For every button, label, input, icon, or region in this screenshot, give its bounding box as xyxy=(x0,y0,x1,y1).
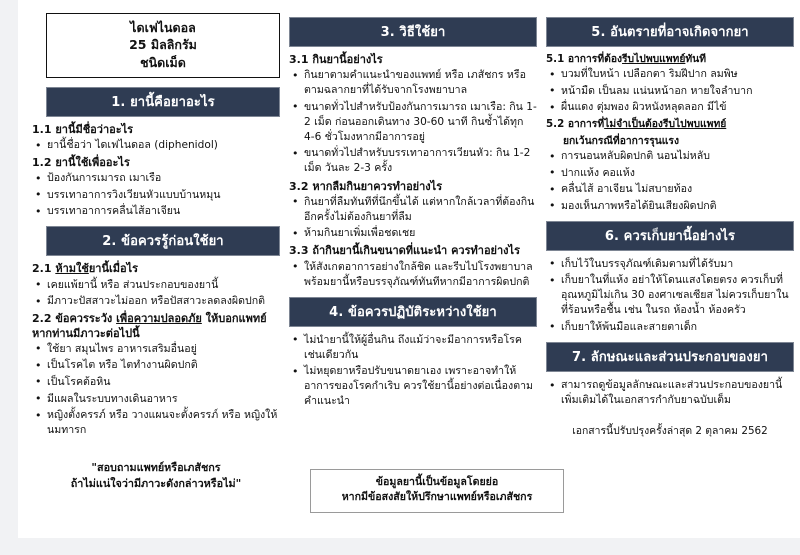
subsection-5-2-title xyxy=(546,118,794,131)
list-item: • เป็นโรคไต หรือ ไตทำงานผิดปกติ xyxy=(32,358,280,373)
column-middle xyxy=(289,10,537,491)
list-item: • มีภาวะปัสสาวะไม่ออก หรือปัสสาวะลดลงผิดปกติ xyxy=(32,294,280,309)
subsection-2-2-suffix: ให้บอกแพทย์หากท่านมีภาวะต่อไปนี้ xyxy=(32,312,267,340)
list-item: • ห้ามกินยาเพิ่มเพื่อชดเชย xyxy=(289,226,537,241)
list-item: • ขนาดทั่วไปสำหรับบรรเทาอาการเวียนหัว: กิน 1-2 เม็ด วันละ 2-3 ครั้ง xyxy=(289,146,537,176)
drug-name: ไดเฟไนดอล xyxy=(130,20,196,35)
list-item: • เก็บไว้ในบรรจุภัณฑ์เดิมตามที่ได้รับมา xyxy=(546,257,794,272)
subsection-2-1-title xyxy=(32,262,280,276)
subsection-5-2-list xyxy=(546,149,794,214)
list-item: • กินยาที่ลืมทันทีที่นึกขึ้นได้ แต่หากใกล้เวลาที่ต้องกินอีกครั้งไม่ต้องกินยาที่ลืม xyxy=(289,195,537,225)
list-item: • เป็นโรคต้อหิน xyxy=(32,375,280,390)
list-item: • ใช้ยา สมุนไพร อาหารเสริมอื่นอยู่ xyxy=(32,342,280,357)
subsection-5-2-subtitle: ยกเว้นกรณีที่อาการรุนแรง xyxy=(563,134,679,147)
advice-note xyxy=(32,460,280,491)
list-item: • เก็บยาให้พ้นมือและสายตาเด็ก xyxy=(546,320,794,335)
section-header-6: 6. ควรเก็บยานี้อย่างไร xyxy=(546,221,794,251)
section-header-3: 3. วิธีใช้ยา xyxy=(289,17,537,47)
subsection-2-2-emphasis: เพื่อความปลอดภัย xyxy=(116,312,202,326)
footer-note-line-2: หากมีข้อสงสัยให้ปรึกษาแพทย์หรือเภสัชกร xyxy=(341,491,533,504)
section-header-2: 2. ข้อควรรู้ก่อนใช้ยา xyxy=(46,226,280,256)
drug-dosage-form: ชนิดเม็ด xyxy=(140,54,186,70)
list-item: • หญิงตั้งครรภ์ หรือ วางแผนจะตั้งครรภ์ หรือ หญิงให้นมทารก xyxy=(32,408,280,438)
list-item: • เก็บยาในที่แห้ง อย่าให้โดนแสงโดยตรง ควรเก็บที่อุณหภูมิไม่เกิน 30 องศาเซลเซียส ไม่ควรเก็บยาในที่ร้อนหรือชื้น เช่น ในรถ ห้องน้ำ ห้องครัว xyxy=(546,273,794,318)
section-7-list xyxy=(546,378,794,408)
subsection-2-1-list xyxy=(32,278,280,310)
leaflet-page xyxy=(18,0,800,538)
subsection-3-3-title: 3.3 ถ้ากินยานี้เกินขนาดที่แนะนำ ควรทำอย่างไร xyxy=(289,244,520,258)
list-item: • หน้ามืด เป็นลม แน่นหน้าอก หายใจลำบาก xyxy=(546,84,794,99)
list-item: • ยานี้ชื่อว่า ไดเฟไนดอล (diphenidol) xyxy=(32,138,280,153)
subsection-2-1-suffix: ยานี้เมื่อไร xyxy=(88,262,139,276)
advice-note-line-2: ถ้าไม่แน่ใจว่ามีภาวะดังกล่าวหรือไม่" xyxy=(70,476,242,490)
list-item: • ปากแห้ง คอแห้ง xyxy=(546,166,794,181)
subsection-1-2-list xyxy=(32,171,280,219)
drug-strength: 25 มิลลิกรัม xyxy=(129,37,197,53)
subsection-2-1-prefix: 2.1 xyxy=(32,262,56,276)
list-item: • ไม่นำยานี้ให้ผู้อื่นกิน ถึงแม้ว่าจะมีอาการหรือโรคเช่นเดียวกัน xyxy=(289,333,537,363)
subsection-1-2-title: 1.2 ยานี้ใช้เพื่ออะไร xyxy=(32,156,130,170)
column-right xyxy=(546,10,794,491)
list-item: • ให้สังเกตอาการอย่างใกล้ชิด และรีบไปโรงพยาบาลพร้อมยานี้หรือบรรจุภัณฑ์ทันทีหากมีอาการผิดปกติ xyxy=(289,260,537,290)
subsection-3-1-list xyxy=(289,68,537,176)
list-item: • มีแผลในระบบทางเดินอาหาร xyxy=(32,392,280,407)
subsection-3-2-title: 3.2 หากลืมกินยาควรทำอย่างไร xyxy=(289,179,443,193)
subsection-1-1-list xyxy=(32,138,280,153)
subsection-3-1-title: 3.1 กินยานี้อย่างไร xyxy=(289,53,383,66)
list-item: • ไม่หยุดยาหรือปรับขนาดยาเอง เพราะอาจทำให้อาการของโรคกำเริบ ควรใช้ยานี้อย่างต่อเนื่องตามคำแนะนำ xyxy=(289,364,537,409)
section-4-list xyxy=(289,333,537,410)
leaflet-columns xyxy=(18,0,800,491)
subsection-5-1-suffix: ทันที xyxy=(685,53,707,65)
subsection-5-1-emphasis: รีบไปพบแพทย์ xyxy=(622,53,686,65)
subsection-3-3-list xyxy=(289,260,537,290)
section-header-5: 5. อันตรายที่อาจเกิดจากยา xyxy=(546,17,794,47)
section-6-list xyxy=(546,257,794,335)
column-left xyxy=(24,10,280,491)
subsection-2-2-prefix: 2.2 ข้อควรระวัง xyxy=(32,312,117,326)
subsection-5-1-prefix: 5.1 อาการที่ต้อง xyxy=(546,53,623,65)
list-item: • ขนาดทั่วไปสำหรับป้องกันการเมารถ เมาเรือ: กิน 1-2 เม็ด ก่อนออกเดินทาง 30-60 นาที กินซ้ำได้ทุก 4-6 ชั่วโมงหากมีอาการอยู่ xyxy=(289,100,537,145)
subsection-2-2-list xyxy=(32,342,280,438)
list-item: • การนอนหลับผิดปกติ นอนไม่หลับ xyxy=(546,149,794,164)
subsection-3-2-list xyxy=(289,195,537,242)
revision-date: เอกสารนี้ปรับปรุงครั้งล่าสุด 2 ตุลาคม 2562 xyxy=(572,425,768,438)
footer-note-line-1: ข้อมูลยานี้เป็นข้อมูลโดยย่อ xyxy=(375,476,499,488)
list-item: • บรรเทาอาการวิงเวียนหัวแบบบ้านหมุน xyxy=(32,188,280,203)
subsection-5-2-prefix: 5.2 อาการที่ xyxy=(546,118,605,131)
subsection-1-1-title: 1.1 ยานี้มีชื่อว่าอะไร xyxy=(32,122,134,136)
footer-note-box xyxy=(310,469,564,513)
list-item: • บวมที่ใบหน้า เปลือกตา ริมฝีปาก ลมพิษ xyxy=(546,67,794,82)
subsection-2-2-title xyxy=(32,312,280,341)
subsection-5-1-title xyxy=(546,53,794,66)
list-item: • คลื่นไส้ อาเจียน ไม่สบายท้อง xyxy=(546,182,794,197)
subsection-5-2-emphasis: ไม่จำเป็นต้องรีบไปพบแพทย์ xyxy=(604,118,727,131)
section-header-1: 1. ยานี้คือยาอะไร xyxy=(46,87,280,117)
subsection-5-1-list xyxy=(546,67,794,115)
list-item: • สามารถดูข้อมูลลักษณะและส่วนประกอบของยานี้เพิ่มเติมได้ในเอกสารกำกับยาฉบับเต็ม xyxy=(546,378,794,408)
list-item: • มองเห็นภาพหรือได้ยินเสียงผิดปกติ xyxy=(546,199,794,214)
section-header-4: 4. ข้อควรปฏิบัติระหว่างใช้ยา xyxy=(289,297,537,327)
advice-note-line-1: "สอบถามแพทย์หรือเภสัชกร xyxy=(91,461,221,475)
list-item: • บรรเทาอาการคลื่นไส้อาเจียน xyxy=(32,204,280,219)
list-item: • เคยแพ้ยานี้ หรือ ส่วนประกอบของยานี้ xyxy=(32,278,280,293)
subsection-2-1-emphasis: ห้ามใช้ xyxy=(55,262,89,276)
list-item: • กินยาตามคำแนะนำของแพทย์ หรือ เภสัชกร หรือ ตามฉลากยาที่ได้รับจากโรงพยาบาล xyxy=(289,68,537,98)
list-item: • ป้องกันการเมารถ เมาเรือ xyxy=(32,171,280,186)
drug-title-box xyxy=(46,13,280,78)
list-item: • ผื่นแดง ตุ่มพอง ผิวหนังหลุดลอก มีไข้ xyxy=(546,100,794,115)
section-header-7: 7. ลักษณะและส่วนประกอบของยา xyxy=(546,342,794,372)
